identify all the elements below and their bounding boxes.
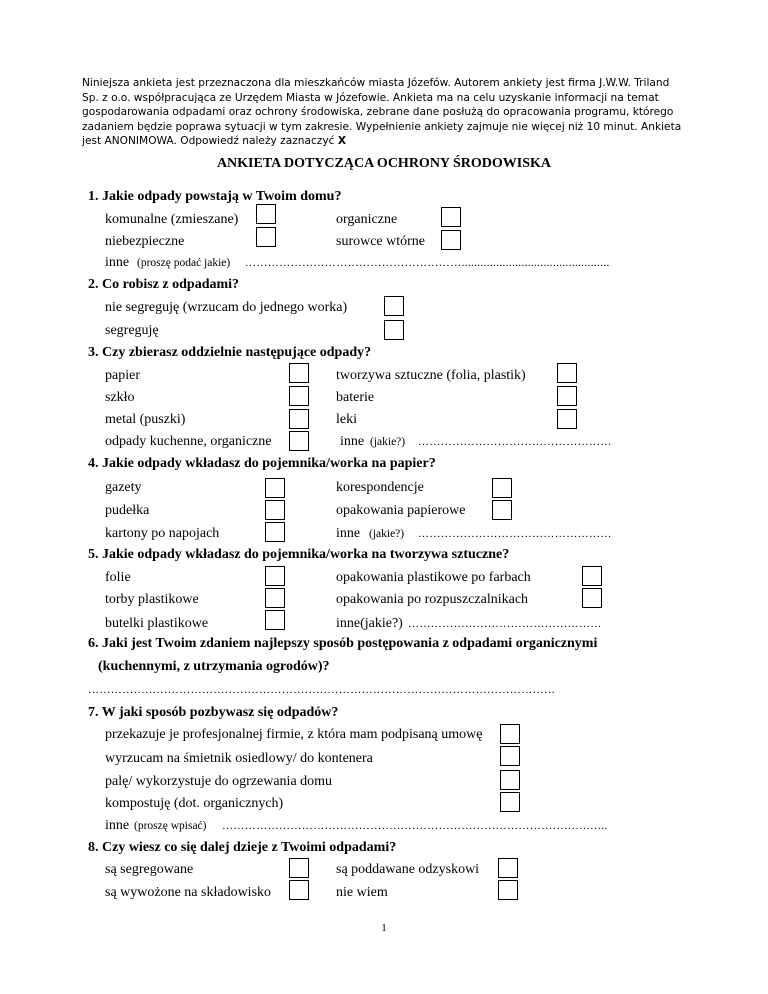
- intro-line-5-text: jest ANONIMOWA. Odpowiedź należy zaznaczyć: [82, 135, 335, 147]
- q1-checkbox-niebezpieczne[interactable]: [256, 227, 276, 247]
- q1-other-hint: (proszę podać jakie): [137, 257, 231, 269]
- q5-question: 5. Jakie odpady wkładasz do pojemnika/worka na tworzywa sztuczne?: [88, 547, 510, 562]
- q5-checkbox-po-farbach[interactable]: [582, 566, 602, 586]
- q8-checkbox-skladowisko[interactable]: [289, 880, 309, 900]
- q5-checkbox-po-rozpuszczalnikach[interactable]: [582, 588, 602, 608]
- q5-option-label: butelki plastikowe: [105, 616, 209, 631]
- q4-checkbox-gazety[interactable]: [265, 478, 285, 498]
- q6-question-cont: (kuchennymi, z utrzymania ogrodów)?: [98, 659, 330, 674]
- q3-checkbox-kuchenne[interactable]: [289, 431, 309, 451]
- q5-option-label: folie: [105, 570, 131, 585]
- q4-other-input[interactable]: ……………………………………………: [418, 528, 612, 540]
- q3-option-label: odpady kuchenne, organiczne: [105, 434, 272, 449]
- q1-option-label: surowce wtórne: [336, 234, 426, 249]
- q4-option-label: kartony po napojach: [105, 526, 220, 541]
- q4-option-label: opakowania papierowe: [336, 503, 466, 518]
- mark-symbol: X: [337, 135, 346, 147]
- q4-question: 4. Jakie odpady wkładasz do pojemnika/worka na papier?: [88, 456, 436, 471]
- q3-option-label: metal (puszki): [105, 412, 186, 427]
- q8-question: 8. Czy wiesz co się dalej dzieje z Twoimi odpadami?: [88, 840, 397, 855]
- intro-line-2: Sp. z o.o. współpracująca ze Urzędem Miasta w Józefowie. Ankieta ma na celu uzyskanie informacji na temat: [82, 91, 659, 104]
- q7-question: 7. W jaki sposób pozbywasz się odpadów?: [88, 705, 339, 720]
- q4-other-hint: (jakie?): [369, 528, 405, 540]
- q5-option-label: opakowania plastikowe po farbach: [336, 570, 531, 585]
- q8-checkbox-nie-wiem[interactable]: [498, 880, 518, 900]
- q2-option-label: segreguję: [105, 323, 159, 338]
- q7-checkbox-pale[interactable]: [500, 770, 520, 790]
- q1-checkbox-surowce[interactable]: [441, 230, 461, 250]
- q3-other-hint: (jakie?): [370, 436, 406, 448]
- q2-checkbox-segreguje[interactable]: [384, 320, 404, 340]
- q4-option-label: gazety: [105, 480, 142, 495]
- q2-question: 2. Co robisz z odpadami?: [88, 277, 240, 292]
- q5-option-label: opakowania po rozpuszczalnikach: [336, 592, 529, 607]
- q3-option-label: baterie: [336, 390, 375, 405]
- q1-option-label: organiczne: [336, 212, 398, 227]
- q5-option-label: torby plastikowe: [105, 592, 199, 607]
- q3-checkbox-tworzywa[interactable]: [557, 363, 577, 383]
- q7-option-label: kompostuję (dot. organicznych): [105, 796, 284, 811]
- q7-checkbox-firma[interactable]: [500, 724, 520, 744]
- q7-checkbox-kompostuje[interactable]: [500, 792, 520, 812]
- q6-question: 6. Jaki jest Twoim zdaniem najlepszy sposób postępowania z odpadami organicznymi: [88, 636, 598, 651]
- q7-other-hint: (proszę wpisać): [134, 820, 207, 832]
- q8-option-label: nie wiem: [336, 885, 388, 900]
- q7-option-label: wyrzucam na śmietnik osiedlowy/ do kontenera: [105, 751, 373, 766]
- q7-option-label: palę/ wykorzystuje do ogrzewania domu: [105, 774, 333, 789]
- q8-checkbox-segregowane[interactable]: [289, 858, 309, 878]
- q3-checkbox-papier[interactable]: [289, 363, 309, 383]
- q3-option-label: papier: [105, 368, 140, 383]
- q7-checkbox-smietnik[interactable]: [500, 746, 520, 766]
- q8-option-label: są segregowane: [105, 862, 194, 877]
- q8-checkbox-odzysk[interactable]: [498, 858, 518, 878]
- q1-option-label: niebezpieczne: [105, 234, 185, 249]
- q5-other-input[interactable]: ……………………………………………: [408, 618, 602, 630]
- q5-checkbox-torby[interactable]: [265, 588, 285, 608]
- q1-other-input[interactable]: …………………………………………………...............................................: [245, 257, 610, 269]
- q3-checkbox-metal[interactable]: [289, 409, 309, 429]
- intro-text: [82, 76, 686, 149]
- q8-option-label: są wywożone na składowisko: [105, 885, 272, 900]
- q3-other-label: inne: [340, 434, 365, 449]
- q4-other-label: inne: [336, 526, 361, 541]
- intro-line-3: gospodarowania odpadami oraz ochrony środowiska, zebrane dane posłużą do opracowania programu, którego: [82, 106, 674, 118]
- intro-line-4: zadaniem będzie poprawa sytuacji w tym zakresie. Wypełnienie ankiety zajmuje nie więcej niż 10 minut. Ankieta: [82, 120, 682, 133]
- q7-other-label: inne: [105, 818, 130, 833]
- q3-checkbox-baterie[interactable]: [557, 386, 577, 406]
- q3-other-input[interactable]: ……………………………………………: [418, 436, 612, 448]
- q4-checkbox-pudelka[interactable]: [265, 500, 285, 520]
- q1-other-label: inne: [105, 255, 130, 270]
- q2-option-label: nie segreguję (wrzucam do jednego worka): [105, 300, 348, 315]
- q3-option-label: leki: [336, 412, 357, 427]
- q4-checkbox-opakowania-papierowe[interactable]: [492, 500, 512, 520]
- q2-checkbox-nie-segreguje[interactable]: [384, 296, 404, 316]
- q1-question: 1. Jakie odpady powstają w Twoim domu?: [88, 189, 342, 204]
- q7-option-label: przekazuje je profesjonalnej firmie, z która mam podpisaną umowę: [105, 727, 483, 742]
- q5-other-label: inne(jakie?): [336, 616, 403, 631]
- page-number: 1: [381, 922, 387, 934]
- q4-option-label: pudełka: [105, 503, 150, 518]
- q5-checkbox-folie[interactable]: [265, 566, 285, 586]
- q4-option-label: korespondencje: [336, 480, 424, 495]
- q4-checkbox-korespondencje[interactable]: [492, 478, 512, 498]
- q4-checkbox-kartony[interactable]: [265, 522, 285, 542]
- q1-checkbox-organiczne[interactable]: [441, 207, 461, 227]
- q1-checkbox-komunalne[interactable]: [256, 204, 276, 224]
- intro-line-1: Niniejsza ankieta jest przeznaczona dla mieszkańców miasta Józefów. Autorem ankiety jest firma J.W.W. Triland: [82, 77, 670, 89]
- q3-option-label: szkło: [105, 390, 135, 405]
- intro-line-5: [82, 134, 686, 149]
- q3-question: 3. Czy zbierasz oddzielnie następujące odpady?: [88, 345, 372, 360]
- q3-checkbox-szklo[interactable]: [289, 386, 309, 406]
- q5-checkbox-butelki[interactable]: [265, 610, 285, 630]
- q3-option-label: tworzywa sztuczne (folia, plastik): [336, 368, 526, 383]
- page-title: ANKIETA DOTYCZĄCA OCHRONY ŚRODOWISKA: [216, 156, 552, 171]
- q6-answer-input[interactable]: ……………………………………………………………………………………………………………: [88, 684, 556, 696]
- q8-option-label: są poddawane odzyskowi: [336, 862, 480, 877]
- q3-checkbox-leki[interactable]: [557, 409, 577, 429]
- q7-other-input[interactable]: …………………………………………………………………………………….…..: [222, 820, 608, 832]
- q1-option-label: komunalne (zmieszane): [105, 212, 239, 227]
